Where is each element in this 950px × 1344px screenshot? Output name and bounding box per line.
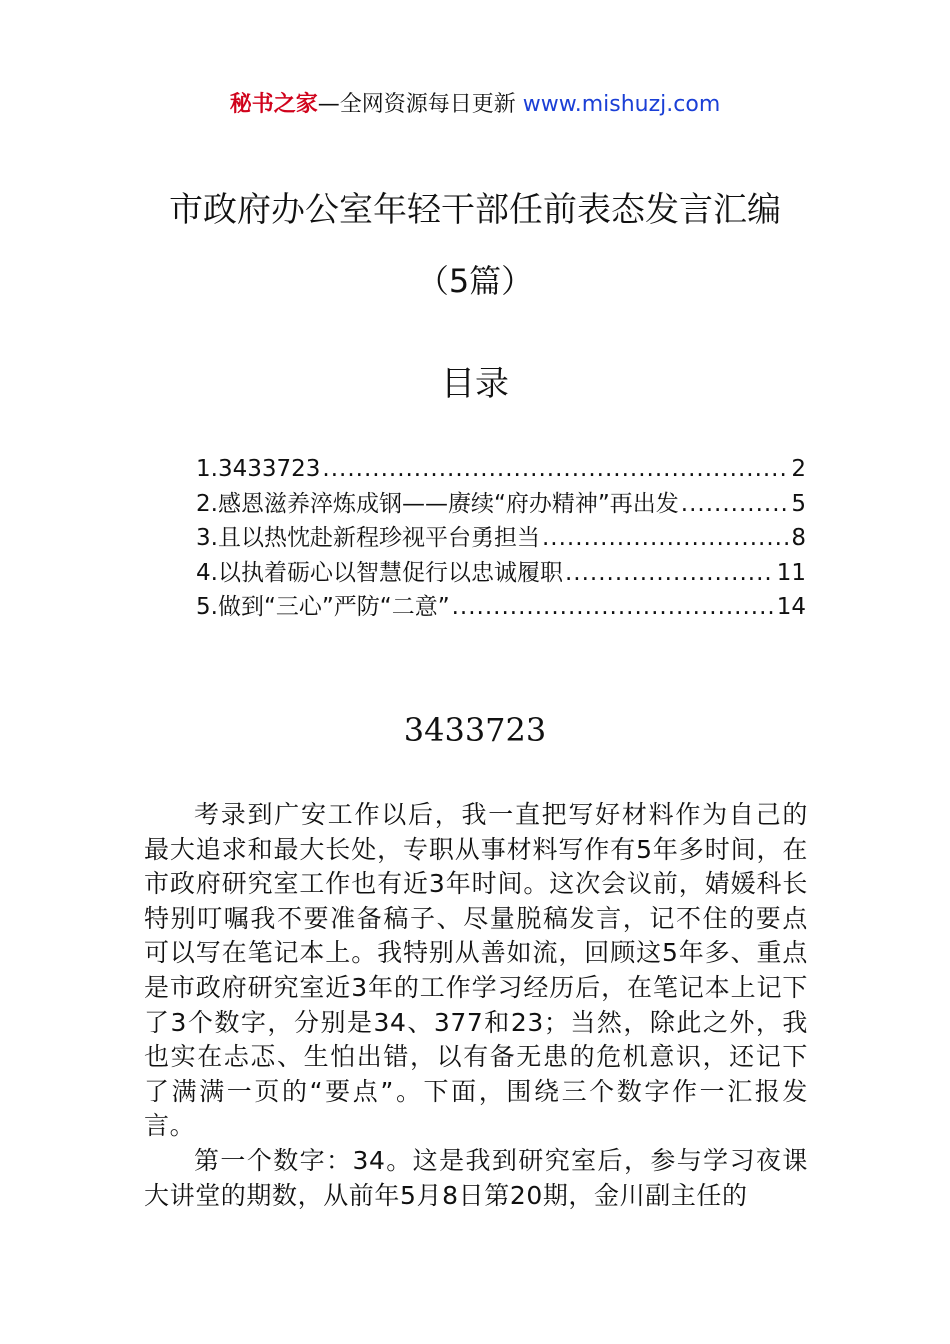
- toc-entry-page: 8: [791, 525, 806, 551]
- toc-leader-dots: [322, 452, 789, 486]
- toc-entry-text: 5.做到“三心”严防“二意”: [196, 594, 450, 620]
- toc-entry[interactable]: [196, 556, 806, 591]
- toc-entry-page: 11: [776, 559, 806, 586]
- section-title: 3433723: [403, 711, 547, 749]
- body-paragraph: 第一个数字：34。这是我到研究室后，参与学习夜课大讲堂的期数，从前年5月8日第20期，金川副主任的: [144, 1145, 808, 1210]
- toc-leader-dots: [565, 556, 775, 590]
- site-url-link[interactable]: www.mishuzj.com: [522, 92, 721, 117]
- toc-entry[interactable]: [196, 452, 806, 487]
- toc-leader-dots: [681, 487, 790, 521]
- toc-heading: 目录: [441, 364, 509, 404]
- document-title: 市政府办公室年轻干部任前表态发言汇编: [169, 190, 781, 230]
- toc-leader-dots: [542, 521, 789, 555]
- toc-entry[interactable]: [196, 521, 806, 556]
- document-subtitle: （5篇）: [416, 262, 534, 300]
- toc-entry[interactable]: [196, 487, 806, 522]
- header-tagline: —全网资源每日更新: [317, 92, 516, 117]
- toc-entry-text: 1.3433723: [196, 456, 321, 482]
- toc-entry-page: 14: [776, 594, 806, 620]
- table-of-contents: [196, 452, 806, 625]
- toc-entry-page: 2: [791, 456, 806, 482]
- body-text: [144, 798, 808, 1213]
- toc-leader-dots: [452, 590, 775, 624]
- brand-name: 秘书之家: [229, 92, 318, 117]
- toc-entry-text: 2.感恩滋养淬炼成钢——赓续“府办精神”再出发: [196, 490, 679, 517]
- toc-entry-text: 4.以执着砺心以智慧促行以忠诚履职: [196, 559, 563, 586]
- body-paragraph: 考录到广安工作以后，我一直把写好材料作为自己的最大追求和最大长处，专职从事材料写作有5年多时间，在市政府研究室工作也有近3年时间。这次会议前，婧媛科长特别叮嘱我不要准备稿子、尽量脱稿发言，记不住的要点可以写在笔记本上。我特别从善如流，回顾这5年多、重点是市政府研究室近3年的工作学习经历后，在笔记本上记下了3个数字，分别是34、377和23；当然，除此之外，我也实在忐忑、生怕出错，以有备无患的危机意识，还记下了满满一页的“要点”。下面，围绕三个数字作一汇报发言。: [144, 800, 808, 1141]
- toc-entry[interactable]: [196, 590, 806, 625]
- toc-entry-page: 5: [791, 490, 806, 517]
- site-header: [0, 90, 950, 120]
- toc-entry-text: 3.且以热忱赴新程珍视平台勇担当: [196, 525, 540, 551]
